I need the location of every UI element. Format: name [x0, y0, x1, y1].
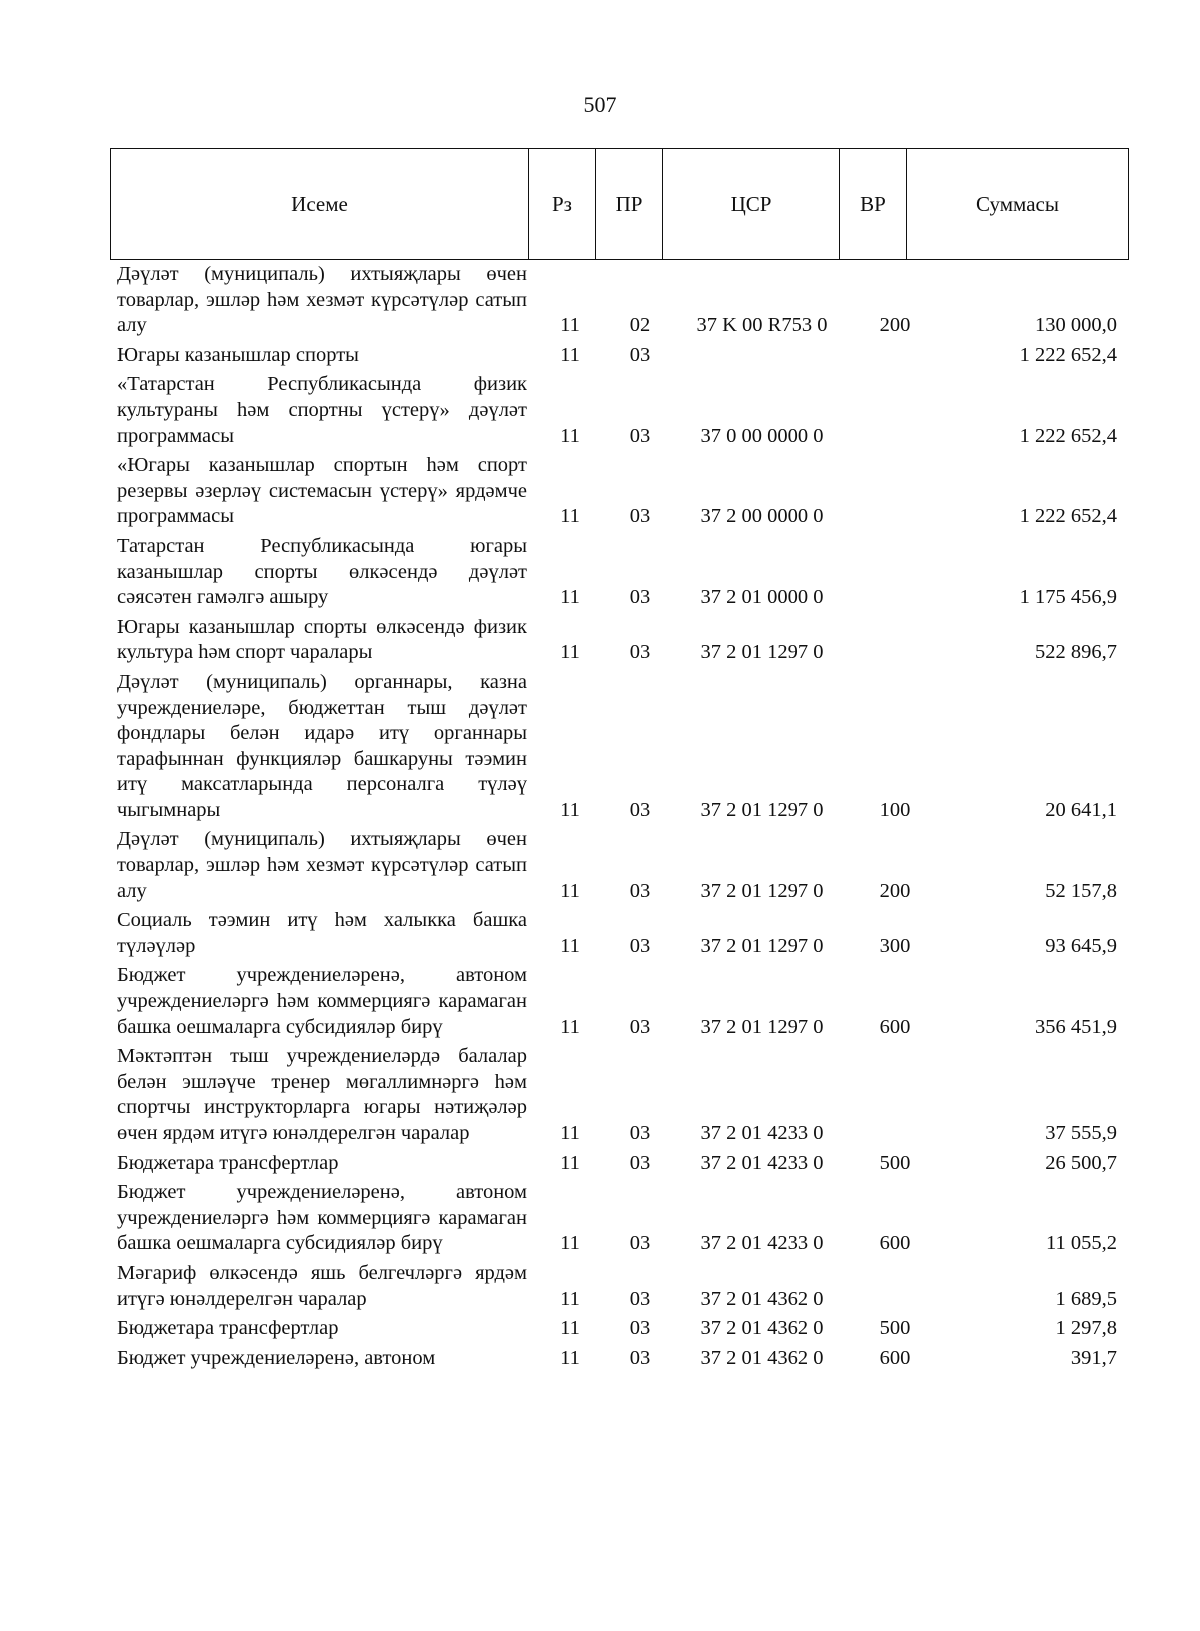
row-rz: 11 [560, 314, 580, 337]
row-name: Бюджет учреждениеләренә, автоном [117, 1346, 436, 1369]
row-rz: 11 [560, 1232, 580, 1255]
row-name: Дәүләт (муниципаль) ихтыяҗлары өчен товарлар, эшләр һәм хезмәт күрсәтүләр сатып алу [117, 263, 527, 337]
row-sum: 1 297,8 [1055, 1317, 1117, 1340]
table-row [0, 827, 1200, 904]
row-sum: 52 157,8 [1045, 879, 1117, 902]
row-csr: 37 2 01 1297 0 [700, 641, 824, 664]
row-rz: 11 [560, 934, 580, 957]
table-row [0, 372, 1200, 449]
row-rz: 11 [560, 505, 580, 528]
row-pr: 03 [629, 879, 651, 902]
row-sum: 93 645,9 [1045, 934, 1117, 957]
row-rz: 11 [560, 1015, 580, 1038]
row-name: Бюджетара трансфертлар [117, 1317, 339, 1340]
table-row [0, 1180, 1200, 1257]
table-row [0, 1346, 1200, 1372]
row-pr: 03 [629, 586, 651, 609]
row-vr: 100 [879, 798, 911, 821]
row-rz: 11 [560, 1317, 580, 1340]
row-sum: 1 222 652,4 [1019, 424, 1117, 447]
row-sum: 1 689,5 [1055, 1287, 1117, 1310]
row-rz: 11 [560, 798, 580, 821]
column-header-vr: ВР [840, 149, 907, 260]
row-rz: 11 [560, 1346, 580, 1369]
row-pr: 03 [629, 1015, 651, 1038]
row-csr: 37 0 00 0000 0 [700, 424, 824, 447]
row-pr: 03 [629, 1151, 651, 1174]
table-row [0, 343, 1200, 369]
row-rz: 11 [560, 1122, 580, 1144]
row-vr: 600 [879, 1346, 911, 1369]
row-pr: 03 [629, 934, 651, 957]
column-header-name: Исеме [111, 149, 529, 260]
table-header [110, 148, 1129, 260]
column-header-csr: ЦСР [663, 149, 840, 260]
row-csr: 37 2 01 4362 0 [700, 1346, 824, 1369]
table-row [0, 1316, 1200, 1342]
row-pr: 03 [629, 1122, 651, 1144]
column-header-pr: ПР [596, 149, 663, 260]
row-rz: 11 [560, 879, 580, 902]
row-csr: 37 2 01 1297 0 [700, 879, 824, 902]
row-pr: 03 [629, 1346, 651, 1369]
table-row [0, 262, 1200, 339]
row-rz: 11 [560, 586, 580, 609]
row-pr: 03 [629, 424, 651, 447]
row-csr: 37 2 01 1297 0 [700, 798, 824, 821]
table-row [0, 1261, 1200, 1312]
row-name: Дәүләт (муниципаль) органнары, казна учреждениеләре, бюджеттан тыш дәүләт фондлары белән идарә итү органнары тарафыннан функцияләр башкаруны тәэмин итү максатларында персоналга түләү чыгымнары [117, 670, 527, 821]
row-csr: 37 2 01 0000 0 [700, 586, 824, 609]
row-pr: 03 [629, 343, 651, 366]
row-name: Мәктәптән тыш учреждениеләрдә балалар белән эшләүче тренер мөгаллимнәргә һәм спортчы инструкторларга югары нәтиҗәләр өчен ярдәм итүгә юнәлдерелгән чаралар [117, 1045, 527, 1144]
row-name: «Югары казанышлар спортын һәм спорт резервы әзерләү системасын үстерү» ярдәмче программасы [117, 454, 527, 528]
row-pr: 03 [629, 641, 651, 664]
row-csr: 37 2 01 4233 0 [700, 1232, 824, 1255]
row-name: Мәгариф өлкәсендә яшь белгечләргә ярдәм итүгә юнәлдерелгән чаралар [117, 1261, 527, 1310]
row-sum: 37 555,9 [1045, 1122, 1117, 1144]
row-sum: 20 641,1 [1045, 798, 1117, 821]
row-pr: 03 [629, 1287, 651, 1310]
row-pr: 03 [629, 505, 651, 528]
row-name: «Татарстан Республикасында физик культураны һәм спортны үстерү» дәүләт программасы [117, 373, 527, 447]
row-name: Татарстан Республикасында югары казанышлар спорты өлкәсендә дәүләт сәясәтен гамәлгә ашыру [117, 534, 527, 609]
row-name: Бюджетара трансфертлар [117, 1151, 339, 1174]
row-sum: 1 222 652,4 [1019, 343, 1117, 366]
table-row [0, 615, 1200, 666]
table-row [0, 1044, 1200, 1146]
row-vr: 500 [879, 1317, 911, 1340]
table-row [0, 1151, 1200, 1177]
row-pr: 02 [629, 314, 651, 337]
table-row [0, 453, 1200, 530]
row-sum: 130 000,0 [1035, 314, 1117, 337]
row-rz: 11 [560, 1151, 580, 1174]
row-vr: 200 [879, 314, 911, 337]
row-rz: 11 [560, 1287, 580, 1310]
column-header-sum: Суммасы [907, 149, 1129, 260]
table-row [0, 963, 1200, 1040]
row-sum: 391,7 [1070, 1346, 1117, 1369]
row-rz: 11 [560, 424, 580, 447]
row-sum: 522 896,7 [1035, 641, 1117, 664]
row-sum: 1 222 652,4 [1019, 505, 1117, 528]
table-row [0, 534, 1200, 611]
row-name: Югары казанышлар спорты [117, 343, 359, 366]
row-csr: 37 2 01 4362 0 [700, 1287, 824, 1310]
table-row [0, 908, 1200, 959]
row-name: Дәүләт (муниципаль) ихтыяҗлары өчен товарлар, эшләр һәм хезмәт күрсәтүләр сатып алу [117, 828, 527, 902]
row-csr: 37 2 01 4233 0 [700, 1122, 824, 1144]
column-header-rz: Рз [529, 149, 596, 260]
row-csr: 37 2 01 4233 0 [700, 1151, 824, 1174]
table-row [0, 670, 1200, 824]
row-rz: 11 [560, 343, 580, 366]
table-body [0, 262, 1200, 1375]
row-sum: 356 451,9 [1035, 1015, 1117, 1038]
row-name: Бюджет учреждениеләренә, автоном учреждениеләргә һәм коммерциягә карамаган башка оешмаларга субсидияләр бирү [117, 964, 527, 1038]
row-pr: 03 [629, 798, 651, 821]
row-vr: 500 [879, 1151, 911, 1174]
row-pr: 03 [629, 1232, 651, 1255]
row-sum: 11 055,2 [1046, 1232, 1117, 1255]
row-sum: 26 500,7 [1045, 1151, 1117, 1174]
row-name: Социаль тәэмин итү һәм халыкка башка түләүләр [117, 909, 527, 957]
row-vr: 300 [879, 934, 911, 957]
row-rz: 11 [560, 641, 580, 664]
row-csr: 37 2 00 0000 0 [700, 505, 824, 528]
row-sum: 1 175 456,9 [1019, 586, 1117, 609]
row-csr: 37 2 01 1297 0 [700, 934, 824, 957]
row-pr: 03 [629, 1317, 651, 1340]
page-number: 507 [583, 92, 617, 117]
row-csr: 37 2 01 1297 0 [700, 1015, 824, 1038]
row-vr: 200 [879, 879, 911, 902]
row-vr: 600 [879, 1232, 911, 1255]
row-csr: 37 2 01 4362 0 [700, 1317, 824, 1340]
row-vr: 600 [879, 1015, 911, 1038]
row-name: Югары казанышлар спорты өлкәсендә физик культура һәм спорт чаралары [117, 615, 527, 664]
row-name: Бюджет учреждениеләренә, автоном учреждениеләргә һәм коммерциягә карамаган башка оешмаларга субсидияләр бирү [117, 1181, 527, 1255]
row-csr: 37 K 00 R753 0 [696, 314, 828, 337]
